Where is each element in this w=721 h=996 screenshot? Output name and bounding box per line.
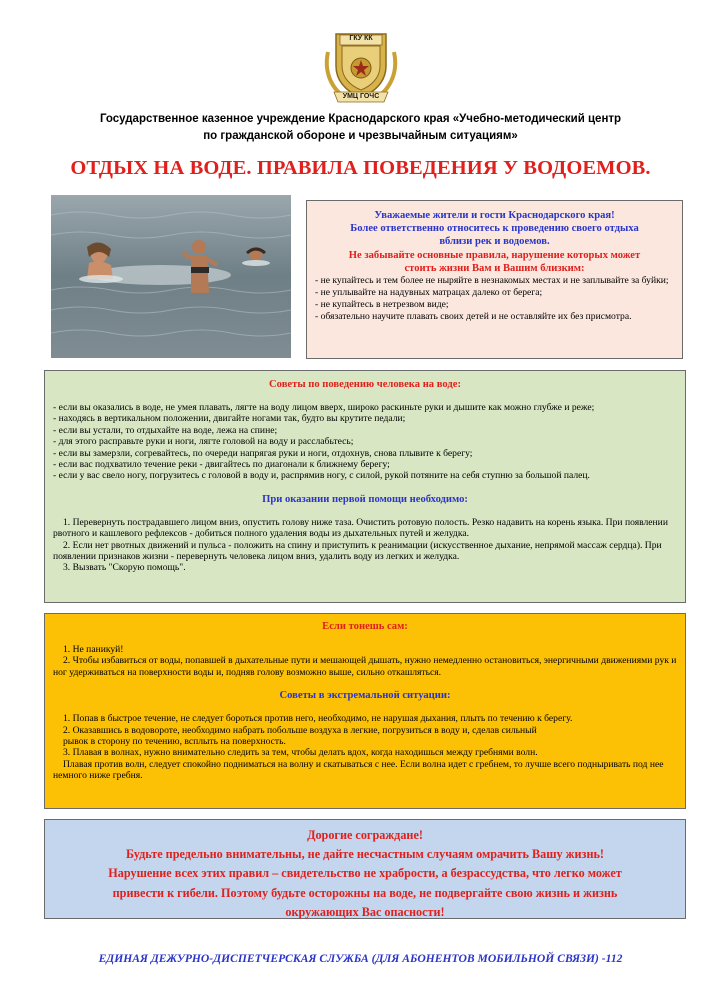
behavior-item: - если вы устали, то отдыхайте на воде, лежа на спине; (53, 424, 278, 436)
intro-rule-item: - не купайтесь и тем более не ныряйте в незнакомых местах и не заплывайте за буйки; (315, 275, 669, 287)
swimmers-photo (51, 195, 291, 358)
intro-greeting: Уважаемые жители и гости Краснодарского края! (374, 210, 615, 221)
intro-rule-item: - обязательно научите плавать своих детей и не оставляйте их без присмотра. (315, 311, 632, 323)
first-aid-step: 2. Если нет рвотных движений и пульса - положить на спину и приступить к реанимации (искусственное дыхание, непрямой массаж сердца). При появлении признаков жизни - перевернуть человека лицом вниз, удалить воду из легких и желудка. (53, 539, 662, 563)
first-aid-step: 3. Вызвать "Скорую помощь". (63, 562, 186, 574)
organization-name (60, 111, 661, 145)
intro-heading-line-2: Более ответственно относитесь к проведению своего отдыха (350, 223, 639, 235)
extreme-item: 3. Плавая в волнах, нужно внимательно следить за тем, чтобы делать вдох, когда находишься между гребнями волн. (63, 747, 538, 759)
page-title: ОТДЫХ НА ВОДЕ. ПРАВИЛА ПОВЕДЕНИЯ У ВОДОЕМОВ. (70, 157, 651, 179)
org-line-1: Государственное казенное учреждение Краснодарского края «Учебно-методический центр (99, 113, 622, 125)
extreme-item: 1. Попав в быстрое течение, не следует бороться против него, необходимо, не нарушая дыхания, плыть по течению к берегу. (63, 713, 573, 725)
intro-rule-item: - не купайтесь в нетрезвом виде; (315, 299, 449, 311)
intro-box (306, 200, 683, 359)
behavior-item: - для этого расправьте руки и ноги, лягте головой на воду и расслабьтесь; (53, 436, 354, 448)
emblem-top-text: ГКУ КК (349, 35, 373, 42)
emblem-bottom-text: УМЦ ГОЧС (342, 93, 380, 100)
intro-rule-item: - не уплывайте на надувных матрацах далеко от берега; (315, 287, 543, 299)
closing-line: окружающих Вас опасности! (285, 904, 445, 919)
behavior-heading: Советы по поведению человека на воде: (269, 379, 461, 390)
emergency-service-footer: ЕДИНАЯ ДЕЖУРНО-ДИСПЕТЧЕРСКАЯ СЛУЖБА (ДЛЯ АБОНЕНТОВ МОБИЛЬНОЙ СВЯЗИ) -112 (98, 952, 623, 965)
behavior-item: - если вас подхватило течение реки - двигайтесь по диагонали к ближнему берегу; (53, 459, 390, 471)
closing-line: Нарушение всех этих правил – свидетельство не храбрости, а безрассудства, что легко может (108, 866, 622, 881)
extreme-item: рывок в сторону по течению, всплыть на поверхность. (63, 736, 286, 748)
intro-heading-line-3: вблизи рек и водоемов. (439, 236, 550, 248)
intro-warning-line-2: стоить жизни Вам и Вашим близким: (404, 262, 585, 274)
extreme-item: Плавая против волн, следует спокойно подниматься на волну и скатываться с нее. Если волна идет с гребнем, то лучше всего подныривать под нее немного ниже гребня. (53, 758, 664, 782)
drowning-heading: Если тонешь сам: (322, 621, 408, 632)
behavior-item: - если у вас свело ногу, погрузитесь с головой в воду и, распрямив ногу, с силой, рукой потяните на себя ступню за большой палец. (53, 470, 590, 482)
drowning-tips-box (44, 613, 686, 809)
drowning-item: 1. Не паникуй! (63, 644, 124, 655)
closing-line: Будьте предельно внимательны, не дайте несчастным случаям омрачить Вашу жизнь! (126, 847, 604, 862)
behavior-tips-box (44, 370, 686, 603)
behavior-item: - находясь в вертикальном положении, двигайте ногами так, будто вы крутите педали; (53, 413, 406, 425)
closing-appeal-box (44, 819, 686, 919)
behavior-item: - если вы замерзли, согревайтесь, по очереди напрягая руки и ноги, отдохнув, снова плывите к берегу; (53, 447, 473, 459)
drowning-item: 2. Чтобы избавиться от воды, попавшей в дыхательные пути и мешающей дышать, нужно немедленно остановиться, энергичными движениями рук и ног удерживаться на поверхности воды и, подняв голову возможно выше, сильно откашляться. (53, 655, 677, 678)
behavior-item: - если вы оказались в воде, не умея плавать, лягте на воду лицом вверх, широко раскиньте руки и дышите как можно глубже и реже; (53, 402, 595, 413)
first-aid-step: 1. Перевернуть пострадавшего лицом вниз, опустить голову ниже таза. Очистить ротовую полость. Резко надавить на корень языка. При появлении рвотного и кашлевого рефлексов - добиться полного удаления воды из дыхательных путей и желудка. (53, 516, 668, 540)
closing-line: привести к гибели. Поэтому будьте осторожны на воде, не подвергайте свою жизнь и жизнь (112, 885, 618, 900)
intro-warning-line-1: Не забывайте основные правила, нарушение которых может (348, 249, 641, 261)
extreme-heading: Советы в экстремальной ситуации: (279, 690, 451, 702)
closing-line: Дорогие сограждане! (307, 828, 423, 842)
extreme-item: 2. Оказавшись в водовороте, необходимо набрать побольше воздуха в легкие, погрузиться в воду и, сделав сильный (63, 724, 537, 736)
org-line-2: по гражданской обороне и чрезвычайным ситуациям» (203, 130, 518, 142)
first-aid-heading: При оказании первой помощи необходимо: (262, 493, 468, 505)
